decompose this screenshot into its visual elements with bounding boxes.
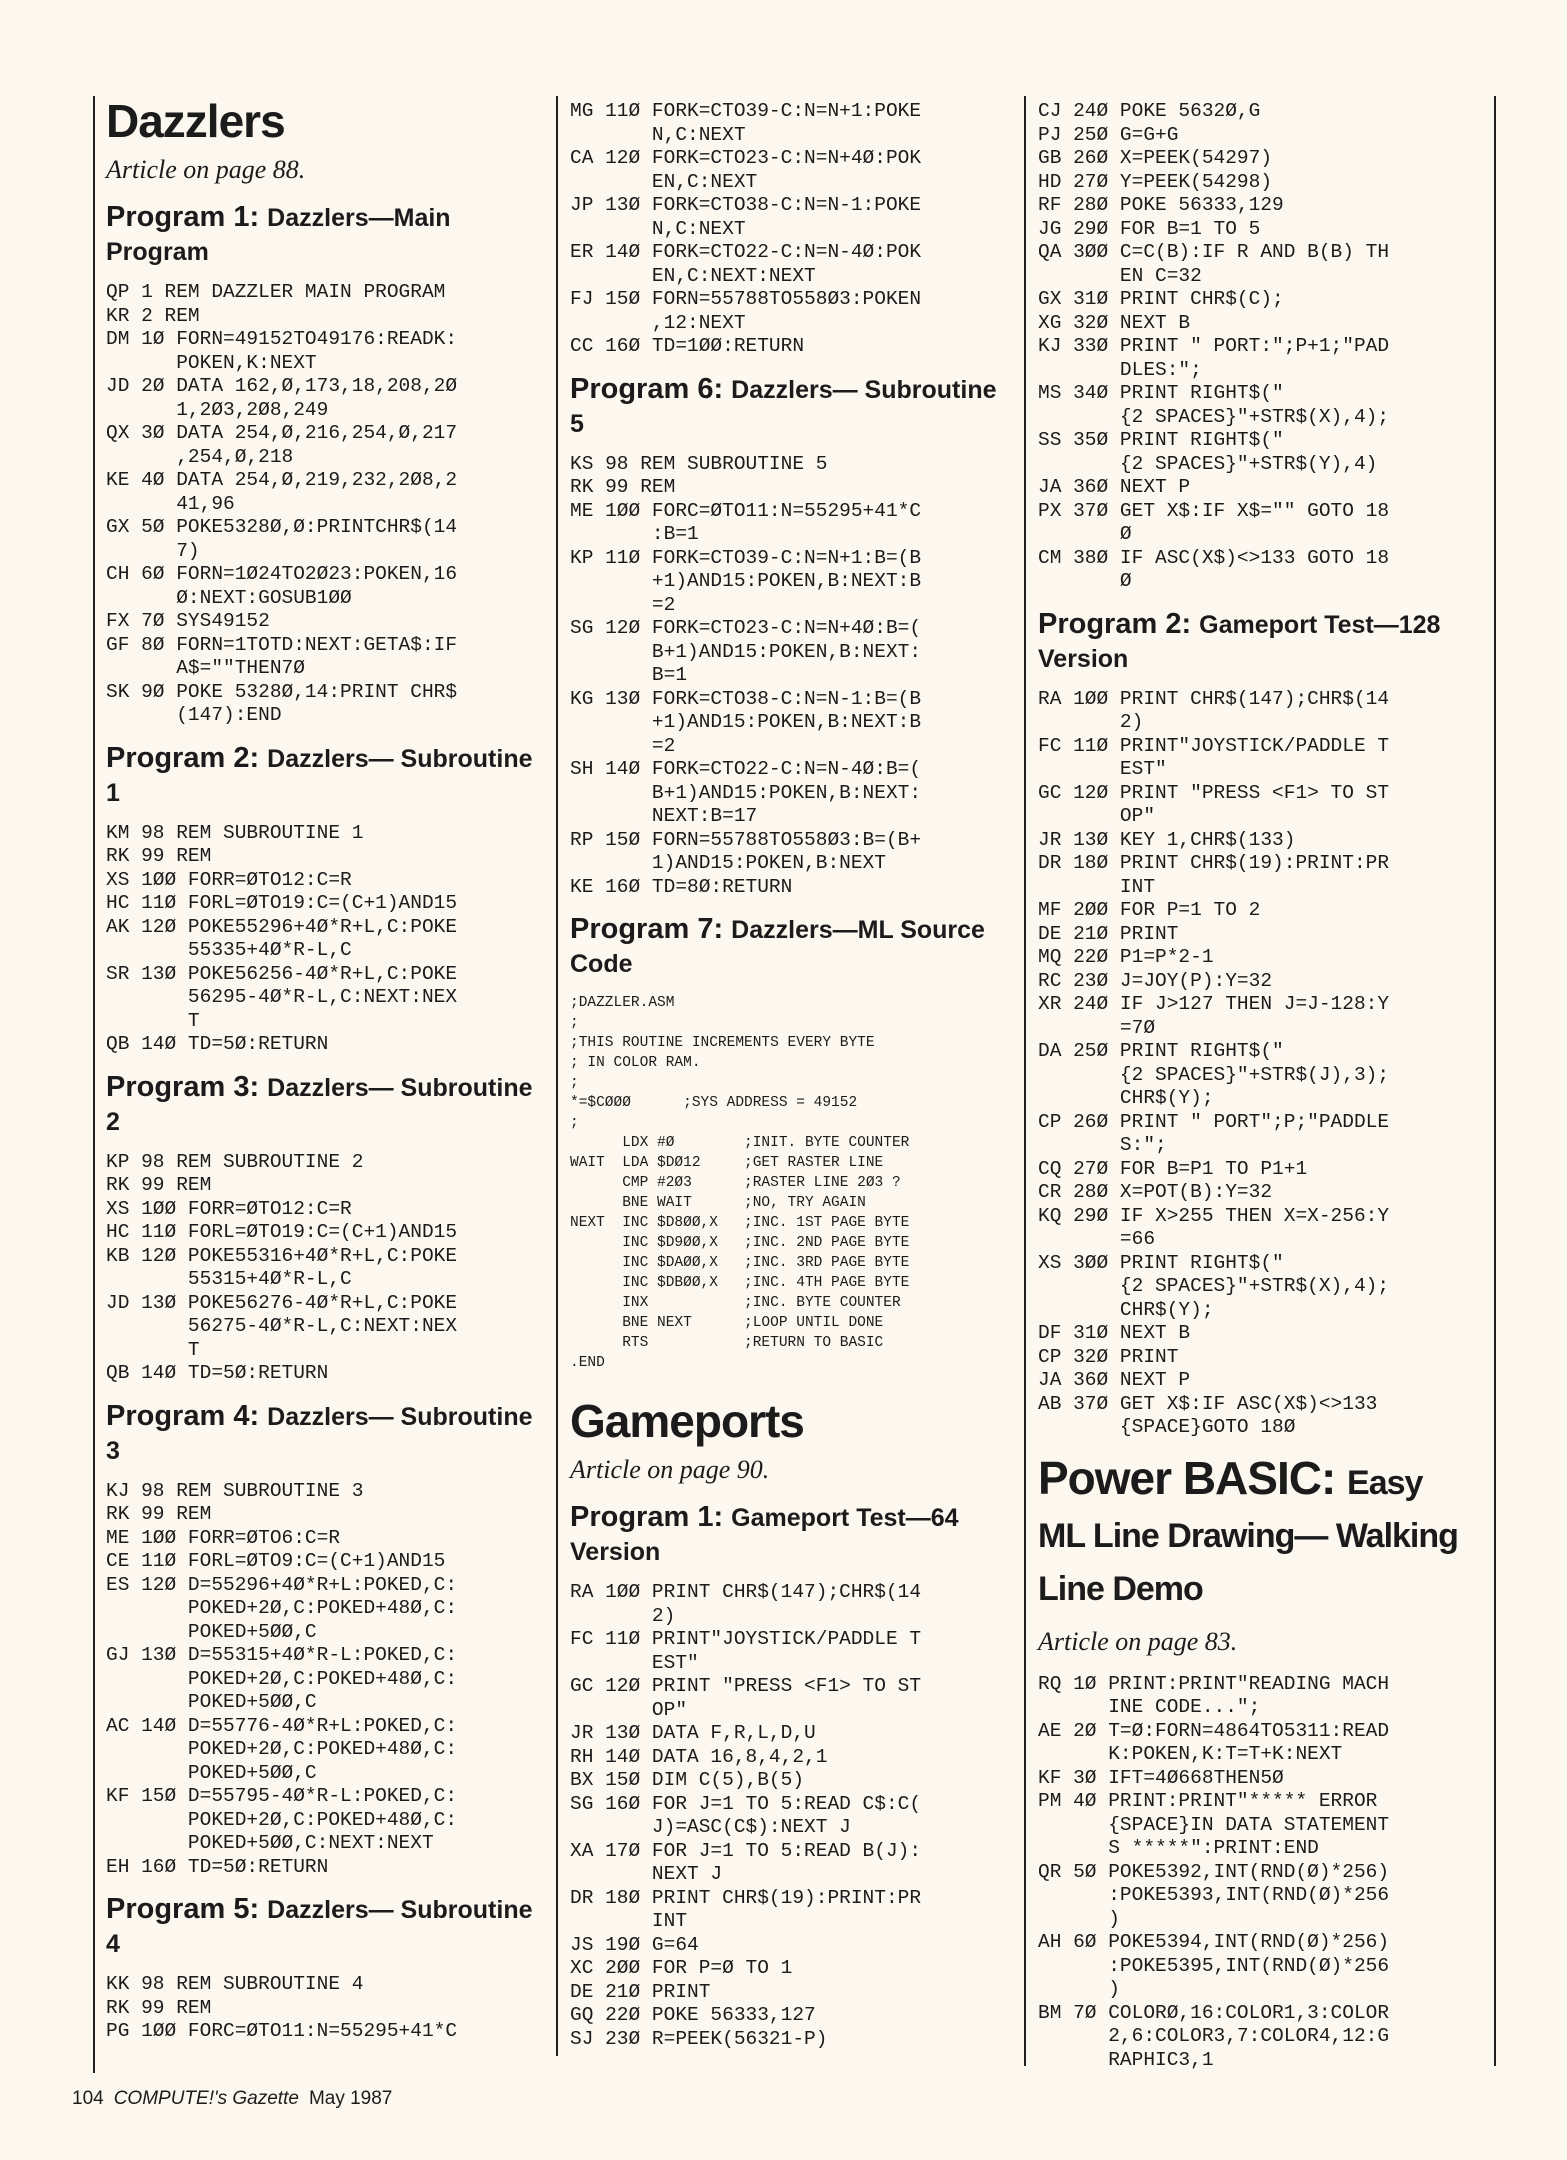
program-heading: Program 1: Dazzlers—Main Program — [106, 201, 451, 266]
program-listing: KK 98 REM SUBROUTINE 4 RK 99 REM PG 1ØØ FORC=ØTO11:N=55295+41*C — [106, 1973, 458, 2042]
section-title-power-basic: Power BASIC: Easy ML Line Drawing— Walking Line Demo — [1038, 1451, 1458, 1608]
program-listing: KJ 98 REM SUBROUTINE 3 RK 99 REM ME 1ØØ FORR=ØTO6:C=R CE 11Ø FORL=ØTO9:C=(C+1)AND15 ES 12Ø D=55296+4Ø*R+L:POKED,C: POKED+2Ø,C:POKED+48Ø,C: POKED+5ØØ,C GJ 13Ø D=55315+4Ø*R-L:POKED,C: POKED+2Ø,C:POKED+48Ø,C: POKED+5ØØ,C AC 14Ø D=55776-4Ø*R+L:POKED,C: POKED+2Ø,C:POKED+48Ø,C: POKED+5ØØ,C KF 15Ø D=55795-4Ø*R-L:POKED,C: POKED+2Ø,C:POKED+48Ø,C: POKED+5ØØ,C:NEXT:NEXT EH 16Ø TD=5Ø:RETURN — [106, 1479, 458, 1878]
article-ref-dazzlers: Article on page 88. — [106, 155, 306, 184]
column-3 — [1038, 100, 1478, 2086]
column-rule-2 — [1024, 96, 1026, 2066]
page-number: 104 — [72, 2088, 104, 2109]
program-listing: RA 1ØØ PRINT CHR$(147);CHR$(14 2) FC 11Ø PRINT"JOYSTICK/PADDLE T EST" GC 12Ø PRINT "PRESS <F1> TO ST OP" JR 13Ø KEY 1,CHR$(133) DR 18Ø PRINT CHR$(19):PRINT:PR INT MF 2ØØ FOR P=1 TO 2 DE 21Ø PRINT MQ 22Ø P1=P*2-1 RC 23Ø J=JOY(P):Y=32 XR 24Ø IF J>127 THEN J=J-128:Y =7Ø DA 25Ø PRINT RIGHT$(" {2 SPACES}"+STR$(J),3); CHR$(Y); CP 26Ø PRINT " PORT";P;"PADDLE S:"; CQ 27Ø FOR B=P1 TO P1+1 CR 28Ø X=POT(B):Y=32 KQ 29Ø IF X>255 THEN X=X-256:Y =66 XS 3ØØ PRINT RIGHT$(" {2 SPACES}"+STR$(X),4); CHR$(Y); DF 31Ø NEXT B CP 32Ø PRINT JA 36Ø NEXT P AB 37Ø GET X$:IF ASC(X$)<>133 {SPACE}GOTO 18Ø — [1038, 687, 1390, 1438]
column-rule-right — [1494, 96, 1496, 2066]
program-heading: Program 2: Dazzlers— Subroutine 1 — [106, 741, 533, 807]
section-title-gameports: Gameports — [570, 1395, 804, 1447]
page-footer — [72, 2088, 392, 2110]
program-listing: KS 98 REM SUBROUTINE 5 RK 99 REM ME 1ØØ FORC=ØTO11:N=55295+41*C :B=1 KP 11Ø FORK=CTO39-C:N=N+1:B=(B +1)AND15:POKEN,B:NEXT:B =2 SG 12Ø FORK=CTO23-C:N=N+4Ø:B=( B+1)AND15:POKEN,B:NEXT: B=1 KG 13Ø FORK=CTO38-C:N=N-1:B=(B +1)AND15:POKEN,B:NEXT:B =2 SH 14Ø FORK=CTO22-C:N=N-4Ø:B=( B+1)AND15:POKEN,B:NEXT: NEXT:B=17 RP 15Ø FORN=55788TO558Ø3:B=(B+ 1)AND15:POKEN,B:NEXT KE 16Ø TD=8Ø:RETURN — [570, 452, 922, 898]
program-listing: QP 1 REM DAZZLER MAIN PROGRAM KR 2 REM DM 1Ø FORN=49152TO49176:READK: POKEN,K:NEXT JD 2Ø DATA 162,Ø,173,18,208,2Ø 1,2Ø3,2Ø8,249 QX 3Ø DATA 254,Ø,216,254,Ø,217 ,254,Ø,218 KE 4Ø DATA 254,Ø,219,232,2Ø8,2 41,96 GX 5Ø POKE5328Ø,Ø:PRINTCHR$(14 7) CH 6Ø FORN=1Ø24TO2Ø23:POKEN,16 Ø:NEXT:GOSUB1ØØ FX 7Ø SYS49152 GF 8Ø FORN=1TOTD:NEXT:GETA$:IF A$=""THEN7Ø SK 9Ø POKE 5328Ø,14:PRINT CHR$ (147):END — [106, 281, 458, 726]
program-listing: RQ 1Ø PRINT:PRINT"READING MACH INE CODE..."; AE 2Ø T=Ø:FORN=4864TO5311:READ K:POKEN,K:T=T+K:NEXT KF 3Ø IFT=4Ø668THEN5Ø PM 4Ø PRINT:PRINT"***** ERROR {SPACE}IN DATA STATEMENT S *****":PRINT:END QR 5Ø POKE5392,INT(RND(Ø)*256) :POKE5393,INT(RND(Ø)*256 ) AH 6Ø POKE5394,INT(RND(Ø)*256) :POKE5395,INT(RND(Ø)*256 ) BM 7Ø COLORØ,16:COLOR1,3:COLOR 2,6:COLOR3,7:COLOR4,12:G RAPHIC3,1 — [1038, 1672, 1390, 2071]
program-listing-continued: MG 11Ø FORK=CTO39-C:N=N+1:POKE N,C:NEXT CA 12Ø FORK=CTO23-C:N=N+4Ø:POK EN,C:NEXT JP 13Ø FORK=CTO38-C:N=N-1:POKE N,C:NEXT ER 14Ø FORK=CTO22-C:N=N-4Ø:POK EN,C:NEXT:NEXT FJ 15Ø FORN=55788TO558Ø3:POKEN ,12:NEXT CC 16Ø TD=1ØØ:RETURN — [570, 100, 922, 357]
program-heading: Program 5: Dazzlers— Subroutine 4 — [106, 1893, 533, 1958]
column-2 — [570, 100, 1010, 2065]
program-heading: Program 7: Dazzlers—ML Source Code — [570, 913, 985, 978]
column-rule-1 — [556, 96, 558, 2056]
article-ref-power-basic: Article on page 83. — [1038, 1626, 1238, 1656]
program-listing: KM 98 REM SUBROUTINE 1 RK 99 REM XS 1ØØ FORR=ØTO12:C=R HC 11Ø FORL=ØTO19:C=(C+1)AND15 AK 12Ø POKE55296+4Ø*R+L,C:POKE 55335+4Ø*R-L,C SR 13Ø POKE56256-4Ø*R+L,C:POKE 56295-4Ø*R-L,C:NEXT:NEX T QB 14Ø TD=5Ø:RETURN — [106, 821, 458, 1055]
program-heading: Program 1: Gameport Test—64 Version — [570, 1501, 959, 1566]
program-listing-continued: CJ 24Ø POKE 5632Ø,G PJ 25Ø G=G+G GB 26Ø X=PEEK(54297) HD 27Ø Y=PEEK(54298) RF 28Ø POKE 56333,129 JG 29Ø FOR B=1 TO 5 QA 3ØØ C=C(B):IF R AND B(B) TH EN C=32 GX 31Ø PRINT CHR$(C); XG 32Ø NEXT B KJ 33Ø PRINT " PORT:";P+1;"PAD DLES:"; MS 34Ø PRINT RIGHT$(" {2 SPACES}"+STR$(X),4); SS 35Ø PRINT RIGHT$(" {2 SPACES}"+STR$(Y),4) JA 36Ø NEXT P PX 37Ø GET X$:IF X$="" GOTO 18 Ø CM 38Ø IF ASC(X$)<>133 GOTO 18 Ø — [1038, 100, 1390, 592]
program-listing: KP 98 REM SUBROUTINE 2 RK 99 REM XS 1ØØ FORR=ØTO12:C=R HC 11Ø FORL=ØTO19:C=(C+1)AND15 KB 12Ø POKE55316+4Ø*R+L,C:POKE 55315+4Ø*R-L,C JD 13Ø POKE56276-4Ø*R+L,C:POKE 56275-4Ø*R-L,C:NEXT:NEX T QB 14Ø TD=5Ø:RETURN — [106, 1150, 458, 1384]
program-heading: Program 3: Dazzlers— Subroutine 2 — [106, 1070, 533, 1136]
article-ref-gameports: Article on page 90. — [570, 1455, 770, 1484]
program-listing: RA 1ØØ PRINT CHR$(147);CHR$(14 2) FC 11Ø PRINT"JOYSTICK/PADDLE T EST" GC 12Ø PRINT "PRESS <F1> TO ST OP" JR 13Ø DATA F,R,L,D,U RH 14Ø DATA 16,8,4,2,1 BX 15Ø DIM C(5),B(5) SG 16Ø FOR J=1 TO 5:READ C$:C( J)=ASC(C$):NEXT J XA 17Ø FOR J=1 TO 5:READ B(J): NEXT J DR 18Ø PRINT CHR$(19):PRINT:PR INT JS 19Ø G=64 XC 2ØØ FOR P=Ø TO 1 DE 21Ø PRINT GQ 22Ø POKE 56333,127 SJ 23Ø R=PEEK(56321-P) — [570, 1581, 922, 2050]
issue-date: May 1987 — [308, 2088, 393, 2109]
column-1 — [106, 95, 542, 2058]
program-heading: Program 2: Gameport Test—128 Version — [1038, 607, 1441, 673]
program-heading: Program 4: Dazzlers— Subroutine 3 — [106, 1399, 533, 1465]
program-heading: Program 6: Dazzlers— Subroutine 5 — [570, 372, 997, 438]
section-title-dazzlers: Dazzlers — [106, 95, 285, 147]
column-rule-left — [93, 96, 95, 2073]
assembly-listing: ;DAZZLER.ASM ; ;THIS ROUTINE INCREMENTS EVERY BYTE ; IN COLOR RAM. ; *=$CØØØ ;SYS ADDRESS = 49152 ; LDX #Ø ;INIT. BYTE COUNTER WAIT LDA $DØ12 ;GET RASTER LINE CMP #2Ø3 ;RASTER LINE 2Ø3 ? BNE WAIT ;NO, TRY AGAIN NEXT INC $D8ØØ,X ;INC. 1ST PAGE BYTE INC $D9ØØ,X ;INC. 2ND PAGE BYTE INC $DAØØ,X ;INC. 3RD PAGE BYTE INC $DBØØ,X ;INC. 4TH PAGE BYTE INX ;INC. BYTE COUNTER BNE NEXT ;LOOP UNTIL DONE RTS ;RETURN TO BASIC .END — [570, 995, 910, 1371]
magazine-name: COMPUTE!'s Gazette — [113, 2088, 299, 2109]
